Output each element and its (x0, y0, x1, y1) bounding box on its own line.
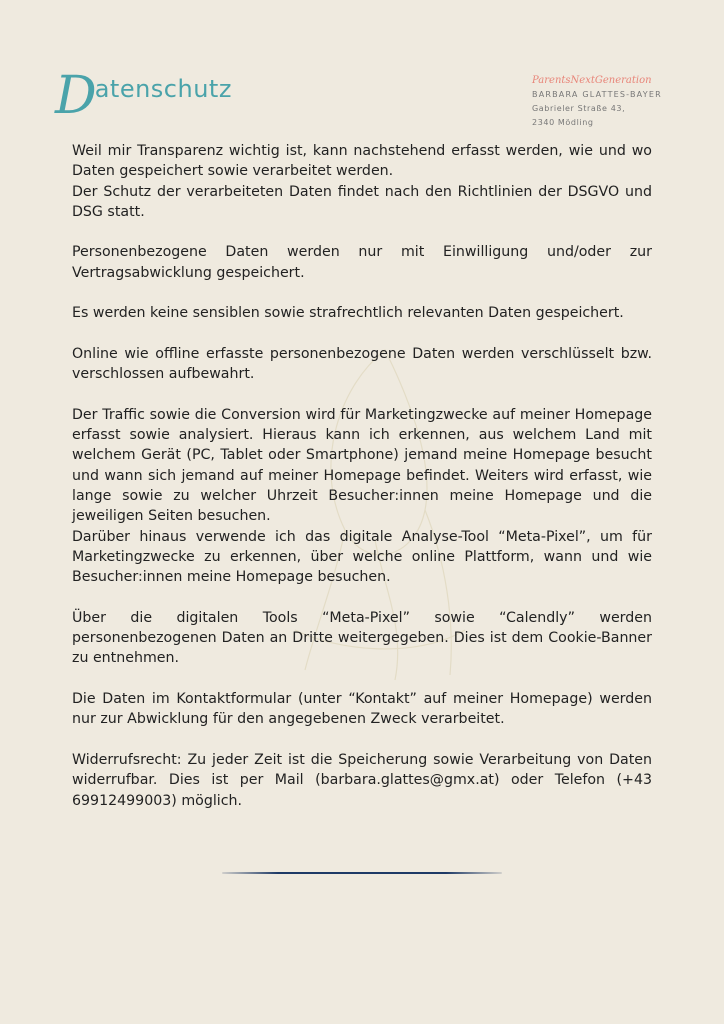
text-line: Der Traffic sowie die Conversion wird für Marketingzwecke auf meiner Homepage erfasst sowie analysiert. Hieraus kann ich erkennen, aus welchem Land mit welchem Gerät (PC, Tablet oder Smartphone) jemand meine Homepage besucht und wann sich jemand auf meiner Homepage befindet. Weiters wird erfasst, wie lange sowie zu welcher Uhrzeit Besucher:innen meine Homepage und die jeweiligen Seiten besuchen. (72, 406, 652, 525)
text-line: Über die digitalen Tools “Meta-Pixel” sowie “Calendly” werden personenbezogenen Daten an Dritte weitergegeben. Dies ist dem Cookie-Banner zu entnehmen. (72, 609, 652, 667)
text-line: Die Daten im Kontaktformular (unter “Kontakt” auf meiner Homepage) werden nur zur Abwicklung für den angegebenen Zweck verarbeitet. (72, 691, 652, 728)
paragraph (72, 141, 652, 222)
text-line: Weil mir Transparenz wichtig ist, kann nachstehend erfasst werden, wie und wo Daten gespeichert sowie verarbeitet werden. (72, 143, 652, 180)
paragraph (72, 405, 652, 588)
paragraph (72, 242, 652, 283)
paragraph (72, 689, 652, 730)
title-text: atenschutz (94, 75, 232, 103)
address-street: Gabrieler Straße 43, (532, 104, 626, 113)
text-line: Der Schutz der verarbeiteten Daten findet nach den Richtlinien der DSGVO und DSG statt. (72, 183, 652, 220)
title-initial: D (55, 66, 97, 126)
privacy-text (72, 141, 652, 831)
text-line: Personenbezogene Daten werden nur mit Einwilligung und/oder zur Vertragsabwicklung gespeichert. (72, 244, 652, 281)
paragraph (72, 750, 652, 811)
bottom-divider (222, 872, 502, 874)
text-line: Darüber hinaus verwende ich das digitale Analyse-Tool “Meta-Pixel”, um für Marketingzwecke zu erkennen, über welche online Plattform, wann und wie Besucher:innen meine Homepage besuchen. (72, 528, 652, 586)
paragraph (72, 608, 652, 669)
address-city: 2340 Mödling (532, 118, 594, 127)
brand-logo: ParentsNextGeneration (532, 75, 652, 86)
text-line: Widerrufsrecht: Zu jeder Zeit ist die Speicherung sowie Verarbeitung von Daten widerrufbar. Dies ist per Mail (barbara.glattes@gmx.at) oder Telefon (+43 69912499003) möglich. (72, 751, 652, 809)
brand-block (532, 75, 702, 127)
paragraph (72, 303, 652, 323)
text-line: Online wie offline erfasste personenbezogene Daten werden verschlüsselt bzw. verschlossen aufbewahrt. (72, 345, 652, 383)
page-title (55, 62, 232, 126)
text-line: Es werden keine sensiblen sowie strafrechtlich relevanten Daten gespeichert. (72, 305, 624, 322)
brand-name: BARBARA GLATTES-BAYER (532, 90, 662, 99)
paragraph (72, 344, 652, 385)
